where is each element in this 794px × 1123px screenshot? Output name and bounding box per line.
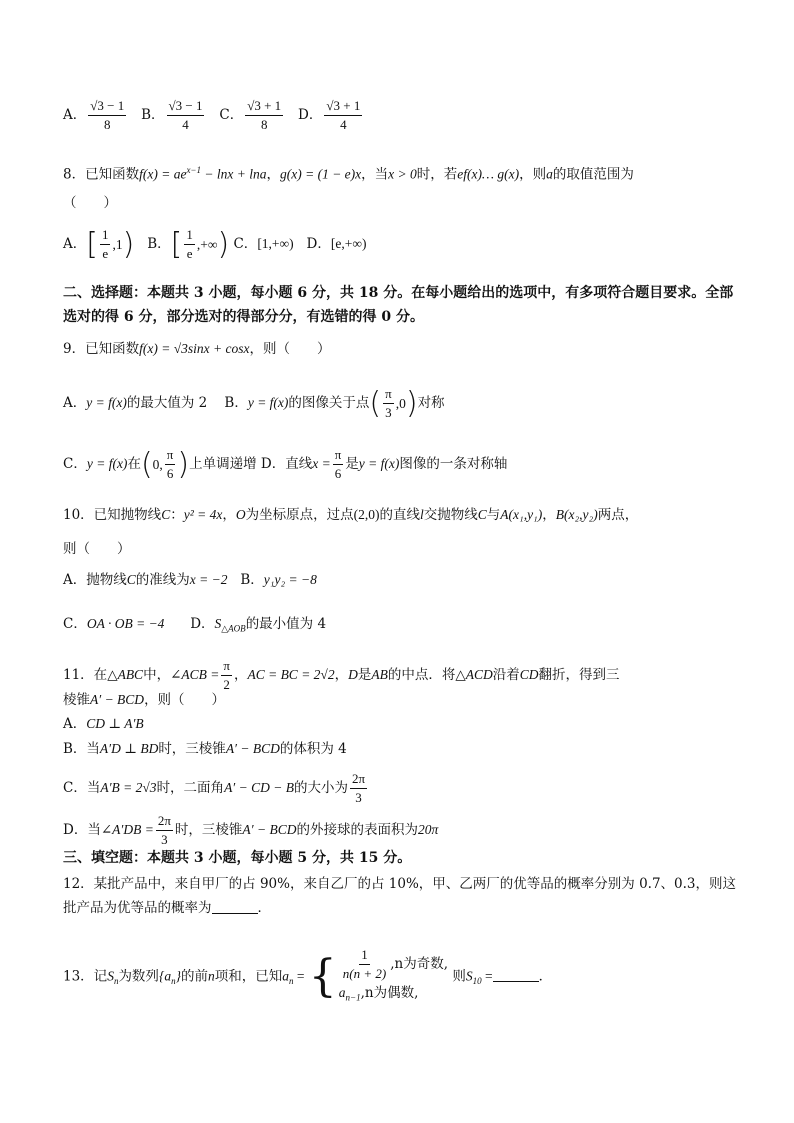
q7-option-b-label[interactable]: B． xyxy=(141,107,165,123)
q9-options-cd: C．y = f(x)在 ( 0, $\frac{\pi}{6}$ ) 上单调递增 D．直线x = $\frac{\pi}{6}$ 是y = f(x)图像的一条对称轴 xyxy=(63,446,508,482)
q11-stem-line2: 棱锥A′ − BCD，则（ ） xyxy=(63,692,226,708)
q9-options-ab: A．y = f(x)的最大值为 2 B．y = f(x)的图像关于点 ( $\frac{\pi}{3}$ ,0 ) 对称 xyxy=(63,385,445,421)
q8-option-d-label[interactable]: D． xyxy=(306,236,331,252)
q13-piecewise: { $\frac{1}{n(n + 2)}$ ,n为奇数, $a_{n-1},n$为偶数, xyxy=(308,947,449,1003)
q12-stem-line2: 批产品为优等品的概率为 ． xyxy=(63,900,271,916)
q8-option-c-label[interactable]: C． xyxy=(233,236,258,252)
q9-option-d-label[interactable]: D．直线 xyxy=(260,456,313,472)
q8-option-b-label[interactable]: B． xyxy=(147,236,171,252)
q12-stem-line1: 12．某批产品中，来自甲厂的占 90%，来自乙厂的占 10%，甲、乙两厂的优等品的概率分别为 0.7、0.3，则这 xyxy=(63,876,737,892)
q7-option-d-frac: $\frac{√3 + 1}{4}$ xyxy=(326,98,361,132)
q11-option-a-label[interactable]: A． xyxy=(63,716,87,732)
q10-stem: 10．已知抛物线C：y² = 4x，O为坐标原点，过点(2,0)的直线l交抛物线C与A(x₁,y₁)，B(x₂,y₂)两点， xyxy=(63,507,639,523)
q11-option-d-label[interactable]: D．当 xyxy=(63,822,101,838)
q10-option-d-label[interactable]: D． xyxy=(190,616,215,632)
q12-answer-blank[interactable] xyxy=(212,899,258,914)
q9-stem: 9．已知函数f(x) = √3sinx + cosx，则（ ） xyxy=(63,341,331,357)
q8-answer-paren: （ ） xyxy=(63,195,117,211)
q7-options xyxy=(63,97,364,134)
q7-option-a-frac: $\frac{√3 - 1}{8}$ xyxy=(90,98,125,132)
q11-option-d: D．当∠A′DB = $\frac{2\pi}{3}$ 时，三棱锥A′ − BCD的外接球的表面积为20π xyxy=(63,813,439,847)
q7-option-c-label[interactable]: C． xyxy=(219,107,244,123)
q7-option-a-label[interactable]: A． xyxy=(63,107,87,123)
section-3-heading: 三、填空题：本题共 3 小题，每小题 5 分，共 15 分。 xyxy=(63,850,412,866)
q10-options-cd: C．OA · OB = −4 D．$S_{\triangle AOB}$的最小值为 4 xyxy=(63,616,327,634)
q11-stem: 11．在△ABC中，∠ACB = $\frac{\pi}{2}$ ，AC = BC = 2√2，D是AB的中点．将△ACD沿着CD翻折，得到三 xyxy=(63,658,620,692)
q8-option-a-label[interactable]: A． xyxy=(63,236,87,252)
q7-option-d-label[interactable]: D． xyxy=(298,107,323,123)
q11-option-a: A．CD ⊥ A′B xyxy=(63,716,144,732)
section-2-heading: 二、选择题：本题共 3 小题，每小题 6 分，共 18 分。在每小题给出的选项中，有多项符合题目要求。全部选对的得 6 分，部分选对的得部分分，有选错的得 0 分。 xyxy=(63,285,734,325)
q11-option-c-label[interactable]: C．当 xyxy=(63,780,101,796)
q10-option-a-label[interactable]: A．抛物线 xyxy=(63,572,127,588)
q7-option-c-frac: $\frac{√3 + 1}{8}$ xyxy=(247,98,282,132)
q11-option-b: B．当A′D ⊥ BD时，三棱锥A′ − BCD的体积为 4 xyxy=(63,741,347,757)
q11-option-c: C．当A′B = 2√3时，二面角A′ − CD − B的大小为 $\frac{2\pi}{3}$ xyxy=(63,771,366,805)
q10-option-b-label[interactable]: B． xyxy=(240,572,264,588)
q10-option-c-label[interactable]: C． xyxy=(63,616,87,632)
q13-stem: 13．记$S_n$为数列$\{a_n\}$的前n项和，已知$a_n$ = { $\frac{1}{n(n + 2)}$ ,n为奇数, $a_{n-1},n$为偶数, 则$S_{10}$ = ． xyxy=(63,946,552,1008)
q11-option-b-label[interactable]: B．当 xyxy=(63,741,100,757)
q7-option-b-frac: $\frac{√3 - 1}{4}$ xyxy=(168,98,203,132)
q8-options: A． [ $\frac{1}{e}$ ,1 ) B． [ $\frac{1}{e}$ ,+∞ ) C．[1,+∞) D．[e,+∞) xyxy=(63,226,367,262)
q9-option-b-label[interactable]: B． xyxy=(224,395,248,411)
q8-stem: 8．已知函数$f(x) = ae^{x-1} - \ln x + \ln a$，g(x) = (1 − e)x，当x > 0时，若ef(x)… g(x)，则a的取值范围为 xyxy=(63,165,634,183)
q9-option-c-label[interactable]: C． xyxy=(63,456,87,472)
q13-answer-blank[interactable] xyxy=(493,967,539,982)
q10-options-ab: A．抛物线C的准线为x = −2 B．y₁y₂ = −8 xyxy=(63,572,317,588)
q10-stem-line2: 则（ ） xyxy=(63,541,131,557)
q9-option-a-label[interactable]: A． xyxy=(63,395,87,411)
